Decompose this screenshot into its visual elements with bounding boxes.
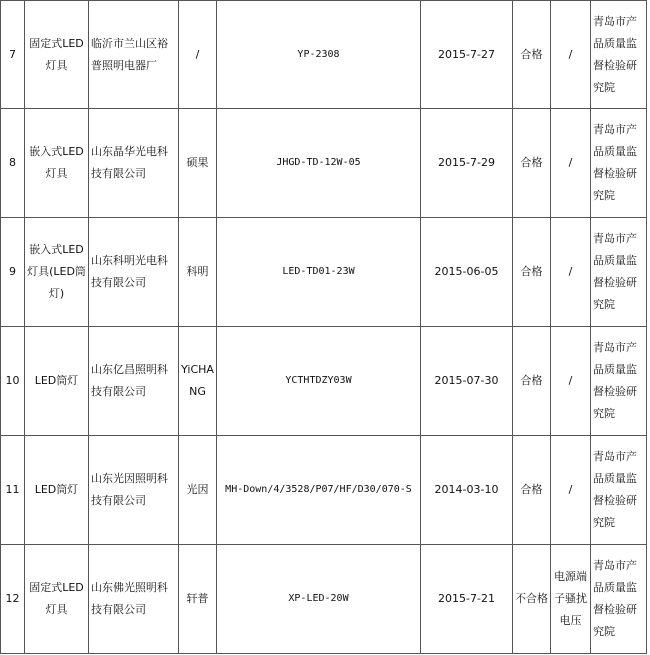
- product-name: 嵌入式LED灯具: [25, 109, 89, 218]
- row-number: 12: [1, 545, 25, 654]
- failed-item: /: [551, 327, 591, 436]
- table-row: [1, 327, 647, 436]
- test-result: 合格: [513, 1, 551, 109]
- brand: /: [179, 1, 217, 109]
- manufacturer: 山东晶华光电科技有限公司: [89, 109, 179, 218]
- production-date: 2015-7-27: [421, 1, 513, 109]
- test-result: 合格: [513, 109, 551, 218]
- manufacturer: 山东光因照明科技有限公司: [89, 436, 179, 545]
- failed-item: /: [551, 109, 591, 218]
- brand: 轩普: [179, 545, 217, 654]
- row-number: 8: [1, 109, 25, 218]
- brand: 硕果: [179, 109, 217, 218]
- table-row: [1, 1, 647, 109]
- row-number: 10: [1, 327, 25, 436]
- model-spec: JHGD-TD-12W-05: [217, 109, 421, 218]
- model-spec: XP-LED-20W: [217, 545, 421, 654]
- production-date: 2015-06-05: [421, 218, 513, 327]
- inspection-agency: 青岛市产品质量监督检验研究院: [591, 545, 647, 654]
- test-result: 合格: [513, 218, 551, 327]
- brand: YiCHANG: [179, 327, 217, 436]
- product-name: 固定式LED灯具: [25, 1, 89, 109]
- table-row: [1, 436, 647, 545]
- test-result: 不合格: [513, 545, 551, 654]
- product-name: 嵌入式LED灯具(LED筒灯): [25, 218, 89, 327]
- inspection-agency: 青岛市产品质量监督检验研究院: [591, 436, 647, 545]
- manufacturer: 临沂市兰山区裕普照明电器厂: [89, 1, 179, 109]
- manufacturer: 山东亿昌照明科技有限公司: [89, 327, 179, 436]
- model-spec: YP-2308: [217, 1, 421, 109]
- production-date: 2014-03-10: [421, 436, 513, 545]
- model-spec: YCTHTDZY03W: [217, 327, 421, 436]
- inspection-agency: 青岛市产品质量监督检验研究院: [591, 218, 647, 327]
- table-row: [1, 109, 647, 218]
- inspection-agency: 青岛市产品质量监督检验研究院: [591, 109, 647, 218]
- manufacturer: 山东科明光电科技有限公司: [89, 218, 179, 327]
- failed-item: 电源端子骚扰电压: [551, 545, 591, 654]
- row-number: 11: [1, 436, 25, 545]
- model-spec: LED-TD01-23W: [217, 218, 421, 327]
- test-result: 合格: [513, 327, 551, 436]
- row-number: 7: [1, 1, 25, 109]
- manufacturer: 山东佛光照明科技有限公司: [89, 545, 179, 654]
- product-name: LED筒灯: [25, 436, 89, 545]
- table-row: [1, 545, 647, 654]
- product-name: 固定式LED灯具: [25, 545, 89, 654]
- inspection-agency: 青岛市产品质量监督检验研究院: [591, 327, 647, 436]
- production-date: 2015-7-29: [421, 109, 513, 218]
- brand: 光因: [179, 436, 217, 545]
- table-row: [1, 218, 647, 327]
- row-number: 9: [1, 218, 25, 327]
- production-date: 2015-07-30: [421, 327, 513, 436]
- model-spec: MH-Down/4/3528/P07/HF/D30/070-S: [217, 436, 421, 545]
- brand: 科明: [179, 218, 217, 327]
- production-date: 2015-7-21: [421, 545, 513, 654]
- failed-item: /: [551, 1, 591, 109]
- failed-item: /: [551, 436, 591, 545]
- product-name: LED筒灯: [25, 327, 89, 436]
- inspection-agency: 青岛市产品质量监督检验研究院: [591, 1, 647, 109]
- failed-item: /: [551, 218, 591, 327]
- test-result: 合格: [513, 436, 551, 545]
